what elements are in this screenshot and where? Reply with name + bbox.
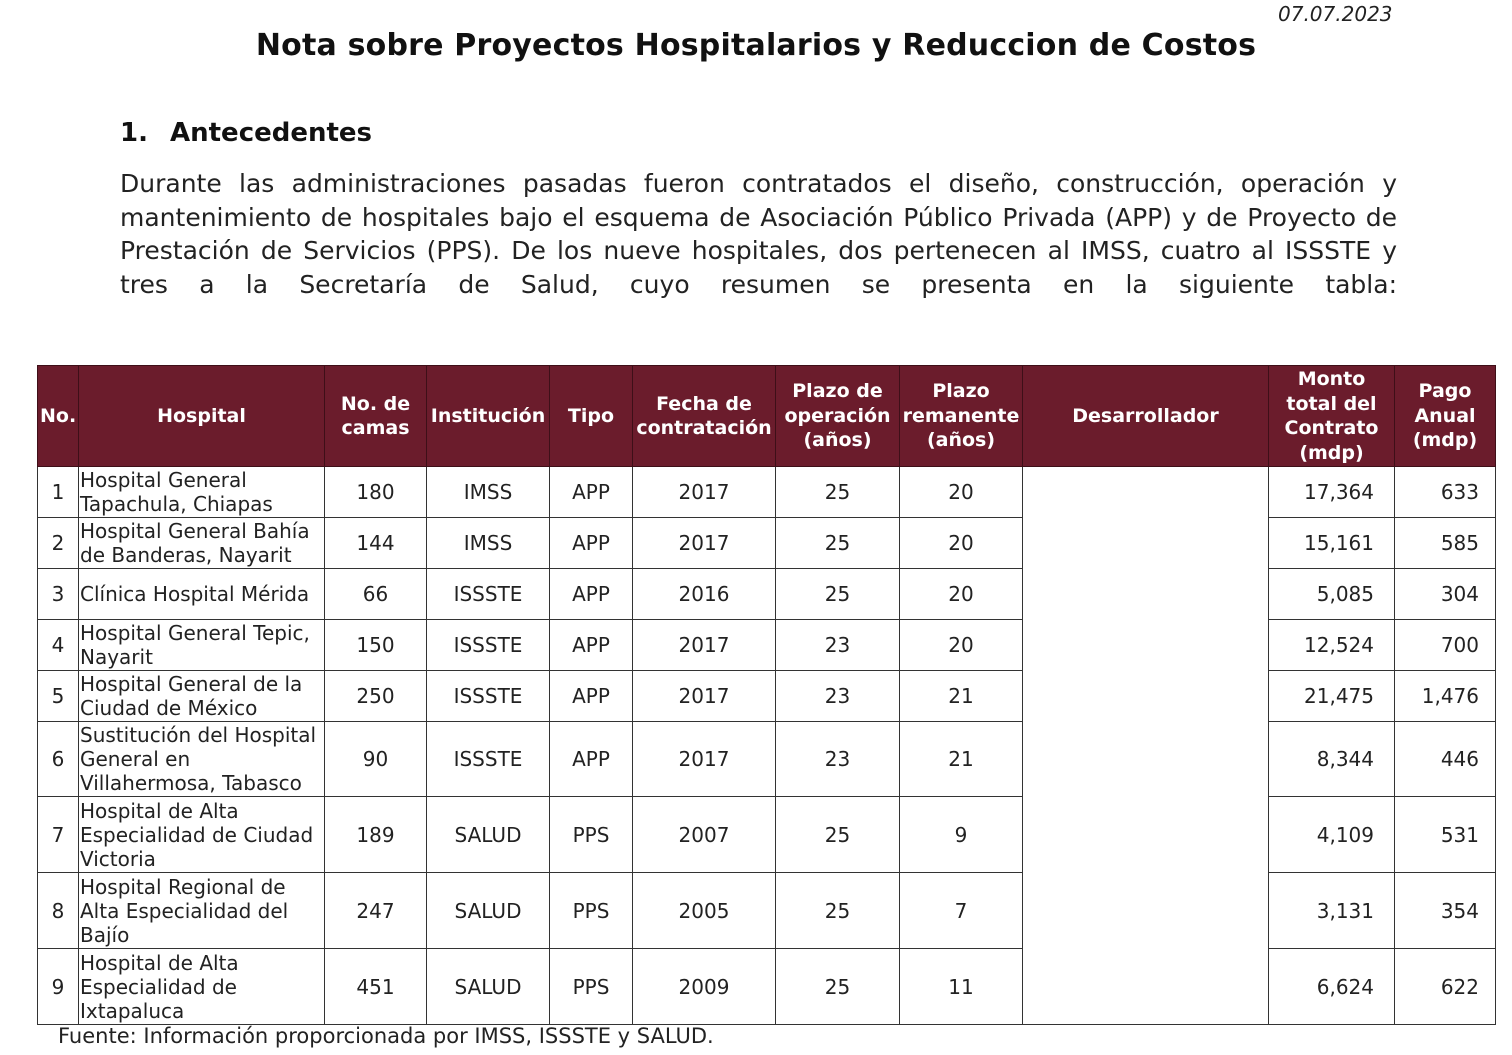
cell-no: 3 [38, 569, 79, 620]
cell-monto: 3,131 [1269, 873, 1395, 949]
cell-hospital: Hospital General Bahía de Banderas, Nayarit [79, 518, 325, 569]
header-fecha: Fecha de contratación [633, 366, 776, 467]
cell-plazo-remanente: 11 [900, 949, 1023, 1025]
cell-plazo-remanente: 20 [900, 518, 1023, 569]
cell-no: 4 [38, 620, 79, 671]
cell-plazo-operacion: 25 [776, 518, 900, 569]
cell-tipo: APP [550, 722, 633, 797]
cell-plazo-remanente: 9 [900, 797, 1023, 873]
cell-monto: 21,475 [1269, 671, 1395, 722]
cell-monto: 12,524 [1269, 620, 1395, 671]
table-row [38, 722, 1496, 797]
cell-hospital: Hospital General Tepic, Nayarit [79, 620, 325, 671]
table-row [38, 467, 1496, 518]
cell-monto: 15,161 [1269, 518, 1395, 569]
cell-institucion: ISSSTE [427, 671, 550, 722]
cell-camas: 90 [325, 722, 427, 797]
cell-hospital: Hospital General de la Ciudad de México [79, 671, 325, 722]
cell-fecha: 2017 [633, 671, 776, 722]
section-heading [120, 118, 372, 148]
cell-desarrollador [1023, 620, 1269, 671]
header-plazo-operacion: Plazo de operación (años) [776, 366, 900, 467]
source-note: Fuente: Información proporcionada por IMSS, ISSSTE y SALUD. [58, 1024, 714, 1048]
cell-tipo: PPS [550, 797, 633, 873]
header-camas: No. de camas [325, 366, 427, 467]
cell-tipo: APP [550, 518, 633, 569]
cell-desarrollador [1023, 467, 1269, 518]
cell-pago: 304 [1395, 569, 1496, 620]
cell-monto: 5,085 [1269, 569, 1395, 620]
cell-hospital: Hospital de Alta Especialidad de Ixtapaluca [79, 949, 325, 1025]
cell-fecha: 2009 [633, 949, 776, 1025]
cell-institucion: SALUD [427, 797, 550, 873]
cell-pago: 354 [1395, 873, 1496, 949]
cell-camas: 250 [325, 671, 427, 722]
cell-desarrollador [1023, 873, 1269, 949]
cell-monto: 8,344 [1269, 722, 1395, 797]
cell-fecha: 2007 [633, 797, 776, 873]
cell-plazo-remanente: 21 [900, 722, 1023, 797]
cell-plazo-operacion: 25 [776, 569, 900, 620]
table-row [38, 569, 1496, 620]
section-number: 1. [120, 118, 148, 148]
cell-camas: 451 [325, 949, 427, 1025]
table-row [38, 671, 1496, 722]
table-row [38, 518, 1496, 569]
cell-pago: 622 [1395, 949, 1496, 1025]
cell-no: 9 [38, 949, 79, 1025]
cell-institucion: SALUD [427, 949, 550, 1025]
cell-tipo: PPS [550, 873, 633, 949]
cell-institucion: ISSSTE [427, 722, 550, 797]
cell-plazo-operacion: 23 [776, 722, 900, 797]
cell-camas: 150 [325, 620, 427, 671]
table-header-row [38, 366, 1496, 467]
cell-camas: 189 [325, 797, 427, 873]
table-row [38, 949, 1496, 1025]
cell-institucion: IMSS [427, 467, 550, 518]
cell-desarrollador [1023, 722, 1269, 797]
cell-camas: 180 [325, 467, 427, 518]
cell-tipo: APP [550, 671, 633, 722]
header-no: No. [38, 366, 79, 467]
cell-tipo: APP [550, 620, 633, 671]
cell-camas: 66 [325, 569, 427, 620]
cell-hospital: Sustitución del Hospital General en Villahermosa, Tabasco [79, 722, 325, 797]
cell-fecha: 2016 [633, 569, 776, 620]
cell-desarrollador [1023, 671, 1269, 722]
cell-tipo: APP [550, 467, 633, 518]
cell-camas: 247 [325, 873, 427, 949]
cell-pago: 446 [1395, 722, 1496, 797]
cell-plazo-operacion: 23 [776, 620, 900, 671]
cell-plazo-operacion: 25 [776, 949, 900, 1025]
cell-plazo-remanente: 20 [900, 467, 1023, 518]
cell-fecha: 2017 [633, 518, 776, 569]
cell-desarrollador [1023, 797, 1269, 873]
cell-monto: 4,109 [1269, 797, 1395, 873]
table-row [38, 620, 1496, 671]
cell-institucion: ISSSTE [427, 569, 550, 620]
cell-pago: 585 [1395, 518, 1496, 569]
table-row [38, 797, 1496, 873]
cell-institucion: SALUD [427, 873, 550, 949]
cell-pago: 1,476 [1395, 671, 1496, 722]
cell-desarrollador [1023, 518, 1269, 569]
table-row [38, 873, 1496, 949]
cell-plazo-remanente: 21 [900, 671, 1023, 722]
header-hospital: Hospital [79, 366, 325, 467]
cell-no: 7 [38, 797, 79, 873]
header-monto: Monto total del Contrato (mdp) [1269, 366, 1395, 467]
cell-institucion: IMSS [427, 518, 550, 569]
document-date: 07.07.2023 [1278, 2, 1393, 26]
cell-fecha: 2017 [633, 722, 776, 797]
cell-fecha: 2017 [633, 467, 776, 518]
cell-pago: 700 [1395, 620, 1496, 671]
cell-fecha: 2017 [633, 620, 776, 671]
cell-pago: 531 [1395, 797, 1496, 873]
cell-plazo-remanente: 7 [900, 873, 1023, 949]
section-title: Antecedentes [170, 118, 373, 148]
header-plazo-remanente: Plazo remanente (años) [900, 366, 1023, 467]
cell-plazo-operacion: 25 [776, 797, 900, 873]
cell-fecha: 2005 [633, 873, 776, 949]
cell-no: 8 [38, 873, 79, 949]
cell-no: 2 [38, 518, 79, 569]
cell-no: 5 [38, 671, 79, 722]
document-title: Nota sobre Proyectos Hospitalarios y Reduccion de Costos [255, 28, 1257, 63]
cell-plazo-operacion: 25 [776, 467, 900, 518]
header-tipo: Tipo [550, 366, 633, 467]
cell-desarrollador [1023, 949, 1269, 1025]
cell-pago: 633 [1395, 467, 1496, 518]
cell-hospital: Hospital General Tapachula, Chiapas [79, 467, 325, 518]
cell-institucion: ISSSTE [427, 620, 550, 671]
cell-desarrollador [1023, 569, 1269, 620]
header-pago: Pago Anual (mdp) [1395, 366, 1496, 467]
cell-hospital: Clínica Hospital Mérida [79, 569, 325, 620]
cell-hospital: Hospital Regional de Alta Especialidad del Bajío [79, 873, 325, 949]
intro-paragraph: Durante las administraciones pasadas fueron contratados el diseño, construcción, operación y mantenimiento de hospitales bajo el esquema de Asociación Público Privada (APP) y de Proyecto de Prestación de Servicios (PPS). De los nueve hospitales, dos pertenecen al IMSS, cuatro al ISSSTE y tres a la Secretaría de Salud, cuyo resumen se presenta en la siguiente tabla: [120, 169, 1397, 299]
cell-plazo-operacion: 23 [776, 671, 900, 722]
header-desarrollador: Desarrollador [1023, 366, 1269, 467]
cell-plazo-remanente: 20 [900, 569, 1023, 620]
hospital-table [37, 365, 1496, 1025]
cell-plazo-operacion: 25 [776, 873, 900, 949]
cell-no: 1 [38, 467, 79, 518]
cell-tipo: PPS [550, 949, 633, 1025]
header-institucion: Institución [427, 366, 550, 467]
cell-monto: 6,624 [1269, 949, 1395, 1025]
cell-no: 6 [38, 722, 79, 797]
cell-monto: 17,364 [1269, 467, 1395, 518]
cell-tipo: APP [550, 569, 633, 620]
cell-plazo-remanente: 20 [900, 620, 1023, 671]
cell-hospital: Hospital de Alta Especialidad de Ciudad Victoria [79, 797, 325, 873]
cell-camas: 144 [325, 518, 427, 569]
